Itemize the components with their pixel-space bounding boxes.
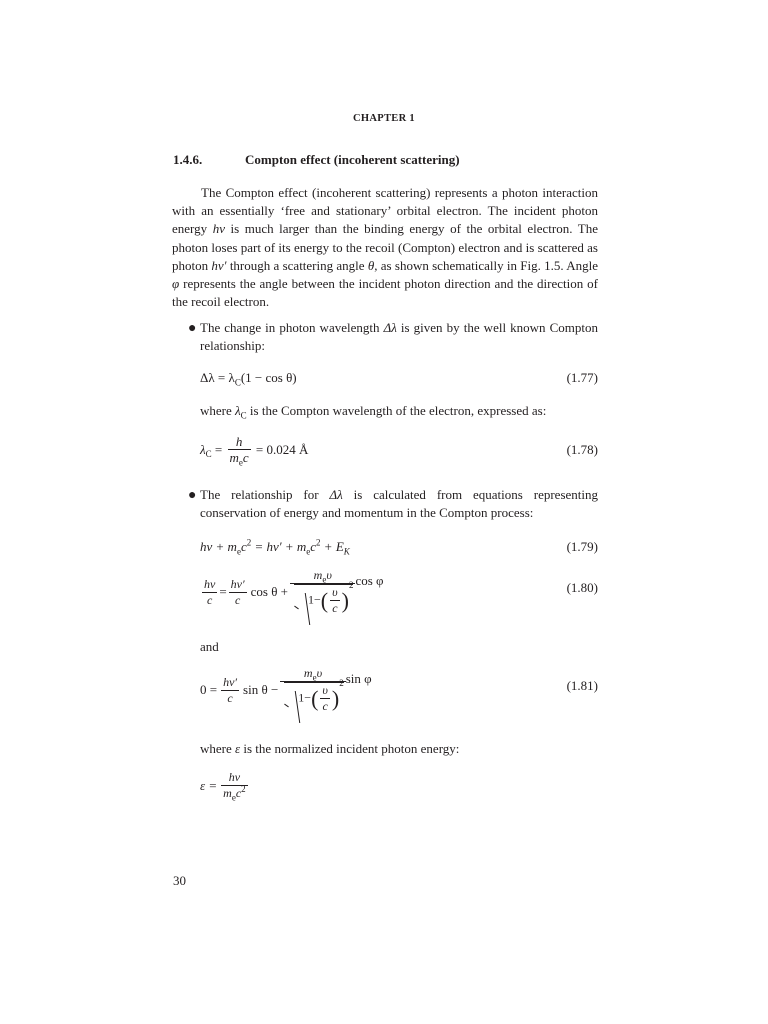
para-text: is much larger than the binding energy of the orbital electron. The photon loses part of its energy to the recoil (Compton) electron and is scattered as photon <box>172 221 599 273</box>
bullet-text: The change in photon wavelength <box>200 320 384 335</box>
running-header: CHAPTER 1 <box>353 113 415 124</box>
denominator <box>221 786 248 801</box>
where-compton-wavelength <box>200 402 546 420</box>
equation-1-78: λ C = $\frac{h}{m_ec}$ = 0.024 Å <box>200 434 309 468</box>
symbol: υ <box>316 666 323 680</box>
eq-text: 1− <box>298 690 312 705</box>
eq-sup: 2 <box>316 537 321 548</box>
eq-text: (1 − cos θ) <box>240 370 297 385</box>
denominator: c <box>322 699 328 713</box>
eq-sup: 2 <box>339 678 344 688</box>
fraction <box>280 666 345 714</box>
eq-text: sin θ − <box>243 682 279 697</box>
eq-sub: C <box>234 377 241 388</box>
numerator: υ <box>332 585 338 599</box>
denominator: c <box>227 690 233 705</box>
symbol: c <box>242 450 249 465</box>
eq-sub: K <box>343 546 350 557</box>
equation-epsilon <box>200 770 250 801</box>
symbol: λ <box>235 403 241 418</box>
text: is the Compton wavelength of the electron, expressed as: <box>246 403 547 418</box>
eq-sub: e <box>231 792 236 803</box>
eq-sub: e <box>306 546 311 557</box>
section-heading <box>173 152 460 168</box>
eq-text: = hν′ + m <box>251 539 307 554</box>
denominator <box>290 580 355 616</box>
symbol: c <box>310 539 317 554</box>
eq-sub: e <box>312 672 317 683</box>
page-number: 30 <box>173 873 186 888</box>
equation-number: (1.80) <box>566 580 598 595</box>
paren: ) <box>331 686 340 711</box>
numerator: h <box>228 434 251 450</box>
equation-number: (1.77) <box>566 370 598 385</box>
eq-sup: 2 <box>241 784 246 794</box>
equation-number: (1.78) <box>566 442 598 457</box>
denominator <box>228 450 251 468</box>
eq-sup: 2 <box>348 580 354 590</box>
equation-1-81 <box>200 666 372 714</box>
eq-text: 1− <box>308 592 321 607</box>
symbol: λ <box>200 441 206 457</box>
eq-text: = 0.024 Å <box>252 441 309 457</box>
numerator <box>280 666 345 682</box>
equation-1-77 <box>200 369 297 387</box>
denominator: c <box>207 592 213 607</box>
eq-sub: e <box>322 574 327 585</box>
bullet-text: is given by the well known Compton relationship: <box>200 320 598 354</box>
square-root <box>294 580 354 616</box>
paren: ( <box>320 588 329 613</box>
numerator <box>290 568 355 584</box>
fraction <box>330 585 340 616</box>
equation-1-79 <box>200 538 350 556</box>
fraction <box>320 683 330 714</box>
square-root <box>284 678 344 714</box>
symbol: υ <box>326 568 332 582</box>
section-number: 1.4.6. <box>173 152 203 167</box>
symbol: m <box>303 666 313 680</box>
and-text: and <box>200 639 219 654</box>
equation-1-80 <box>200 568 384 616</box>
eq-text: cos φ <box>355 573 384 588</box>
eq-text: hν + m <box>200 539 237 554</box>
numerator: υ <box>322 683 328 697</box>
text: is the normalized incident photon energy: <box>240 741 460 756</box>
fraction <box>228 434 251 468</box>
bullet-text-1 <box>200 319 598 355</box>
eq-text: ε = <box>200 777 218 793</box>
numerator: hν′ <box>230 576 245 591</box>
bullet-marker: ● <box>188 321 197 336</box>
text: where <box>200 403 236 418</box>
bullet-marker: ● <box>188 488 197 503</box>
symbol: ε <box>235 741 241 756</box>
denominator <box>280 678 345 714</box>
eq-text: cos θ + <box>250 584 289 599</box>
text: where <box>200 741 236 756</box>
fraction <box>202 577 217 608</box>
para-symbol: hν <box>212 221 225 237</box>
eq-sub: e <box>236 546 241 557</box>
fraction <box>221 675 239 706</box>
fraction <box>221 770 248 801</box>
para-text: through a scattering angle <box>226 257 368 273</box>
where-epsilon <box>200 740 459 758</box>
symbol: m <box>313 568 323 582</box>
symbol: c <box>235 786 242 800</box>
eq-sub: C <box>240 410 247 421</box>
numerator: hν <box>221 770 248 786</box>
para-text: represents the angle between the incident photon direction and the direction of the recoil electron. <box>172 276 598 310</box>
para-text: , as shown schematically in Fig. 1.5. Angle <box>374 257 598 273</box>
section-title: Compton effect (incoherent scattering) <box>245 152 460 167</box>
paren: ) <box>341 588 349 613</box>
eq-text: 0 = <box>200 682 218 697</box>
para-symbol: hν′ <box>211 257 227 273</box>
para-text: The Compton effect (incoherent scattering) represents a photon interaction with an essentially ‘free and stationary’ orbital electron. The incident photon energy <box>172 185 598 237</box>
fraction <box>290 568 355 616</box>
symbol: m <box>229 450 239 465</box>
para-symbol: φ <box>172 276 180 292</box>
eq-text: Δλ = λ <box>200 370 235 385</box>
symbol: Δλ <box>383 320 397 335</box>
eq-sub: e <box>238 457 243 468</box>
eq-text: + E <box>320 539 344 554</box>
numerator: hν <box>204 576 216 591</box>
numerator: hν′ <box>223 674 238 689</box>
symbol: Δλ <box>329 487 343 502</box>
intro-paragraph <box>172 184 598 311</box>
denominator: c <box>234 592 241 607</box>
bullet-text-2 <box>200 486 598 522</box>
denominator: c <box>332 601 338 615</box>
symbol: m <box>223 786 232 800</box>
eq-text: sin φ <box>345 671 372 686</box>
eq-text: = <box>219 584 227 599</box>
equation-number: (1.79) <box>566 539 598 554</box>
para-symbol: θ <box>367 257 375 273</box>
symbol: c <box>240 539 247 554</box>
fraction <box>229 577 247 608</box>
equation-number: (1.81) <box>566 678 598 693</box>
paren: ( <box>311 686 319 711</box>
bullet-text: The relationship for <box>200 487 330 502</box>
bullet-text: is calculated from equations representing conservation of energy and momentum in the Compton process: <box>200 487 599 521</box>
eq-text: = <box>211 441 226 457</box>
eq-sup: 2 <box>246 537 252 548</box>
